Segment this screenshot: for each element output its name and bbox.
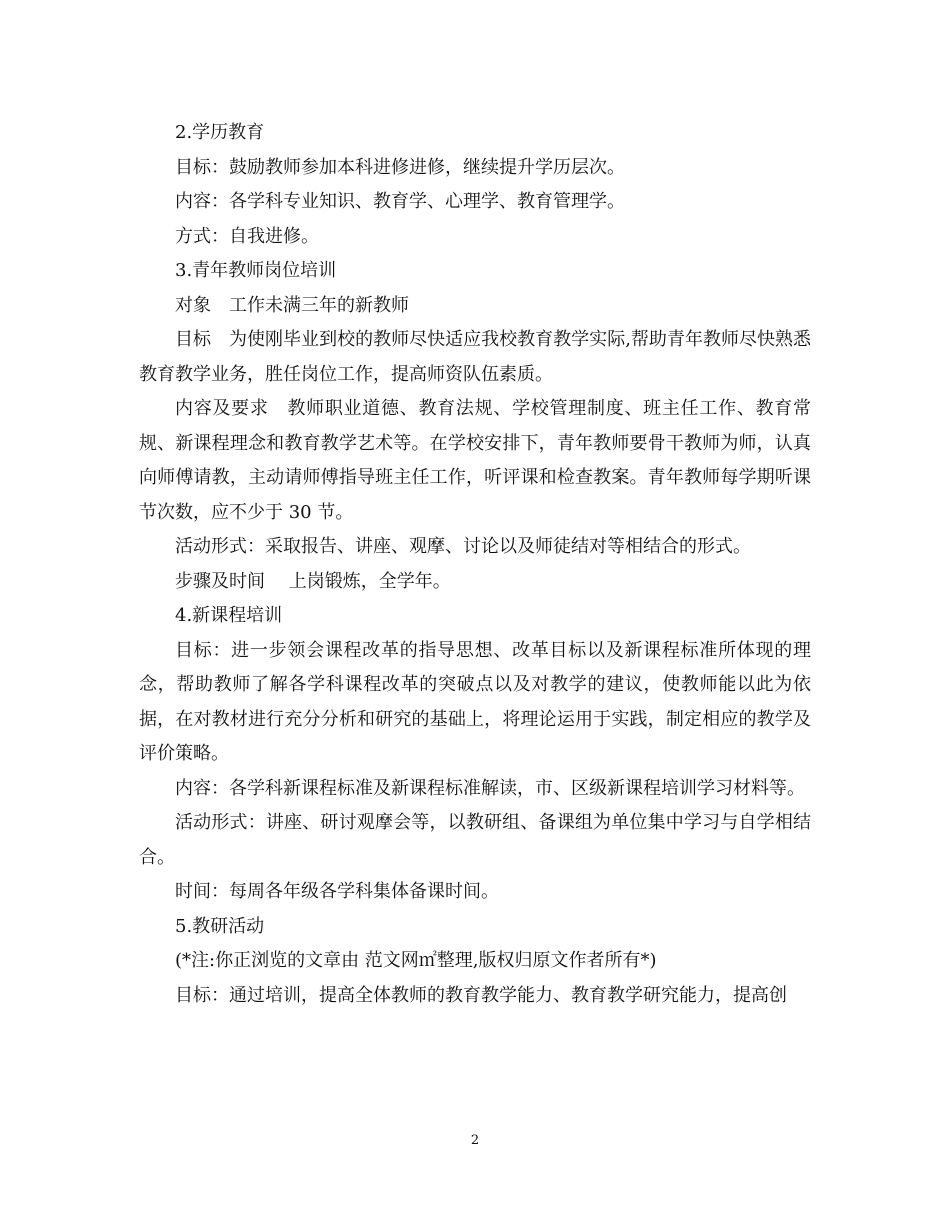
paragraph-goal: 目标：进一步领会课程改革的指导思想、改革目标以及新课程标准所体现的理念，帮助教师了解各学科课程改革的突破点以及对教学的建议，使教师能以此为依据，在对教材进行充分分析和研究的基础上，将理论运用于实践，制定相应的教学及评价策略。 <box>139 639 811 764</box>
heading-teaching-research: 5.教研活动 <box>175 915 265 937</box>
paragraph-time: 时间：每周各年级各学科集体备课时间。 <box>175 881 499 902</box>
paragraph-content: 内容：各学科专业知识、教育学、心理学、教育管理学。 <box>175 191 625 212</box>
paragraph-method: 方式：自我进修。 <box>175 225 319 247</box>
paragraph-note: (*注:你正浏览的文章由 范文网㎡整理,版权归原文作者所有*) <box>175 950 657 971</box>
paragraph-activity-form: 活动形式：讲座、研讨观摩会等，以教研组、备课组为单位集中学习与自学相结合。 <box>139 812 811 868</box>
paragraph-content: 内容：各学科新课程标准及新课程标准解读，市、区级新课程培训学习材料等。 <box>175 777 805 799</box>
paragraph-steps-time: 步骤及时间 上岗锻炼，全学年。 <box>175 570 451 592</box>
page-number: 2 <box>470 1133 480 1148</box>
paragraph-goal: 目标：通过培训，提高全体教师的教育教学能力、教育教学研究能力，提高创 <box>175 984 787 1006</box>
paragraph-goal: 目标：鼓励教师参加本科进修进修，继续提升学历层次。 <box>175 156 625 178</box>
heading-young-teacher-training: 3.青年教师岗位培训 <box>175 260 337 281</box>
paragraph-activity-form: 活动形式：采取报告、讲座、观摩、讨论以及师徒结对等相结合的形式。 <box>175 536 751 557</box>
heading-academic-education: 2.学历教育 <box>175 122 265 143</box>
paragraph-goal: 目标 为使刚毕业到校的教师尽快适应我校教育教学实际,帮助青年教师尽快熟悉教育教学业务，胜任岗位工作，提高师资队伍素质。 <box>139 329 811 385</box>
heading-new-curriculum-training: 4.新课程培训 <box>175 605 283 626</box>
document-body <box>139 116 811 1013</box>
paragraph-content-requirements: 内容及要求 教师职业道德、教育法规、学校管理制度、班主任工作、教育常规、新课程理念和教育教学艺术等。在学校安排下，青年教师要骨干教师为师，认真向师傅请教，主动请师傅指导班主任工作，听评课和检查教案。青年教师每学期听课节次数，应不少于 30 节。 <box>139 398 811 523</box>
paragraph-target-group: 对象 工作未满三年的新教师 <box>175 294 409 316</box>
